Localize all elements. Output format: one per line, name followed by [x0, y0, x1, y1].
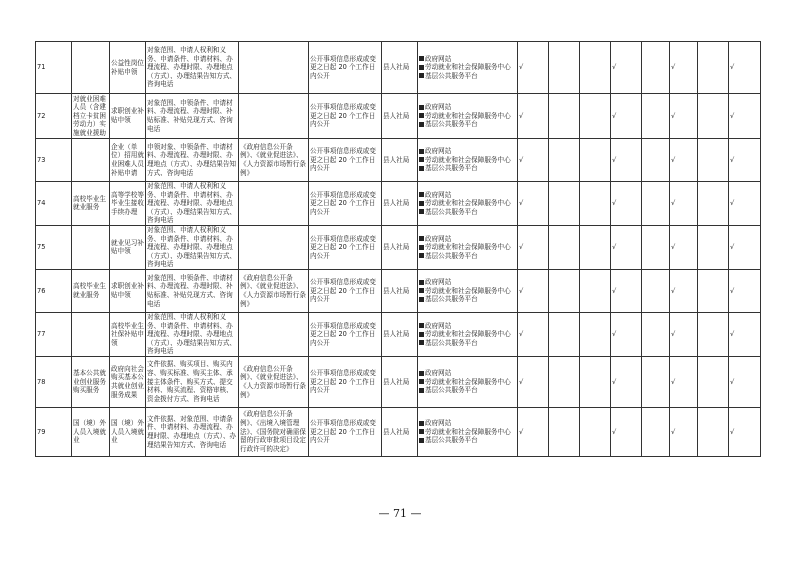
- row-sub-item: 就业见习补贴申领: [110, 225, 146, 269]
- channel-label: 基层公共服务平台: [425, 295, 478, 304]
- row-sub-item: 求职创业补贴申领: [110, 269, 146, 312]
- check-mark: √: [518, 94, 549, 139]
- empty-cell: [698, 356, 729, 407]
- row-number: 74: [36, 182, 72, 226]
- channel-item: [419, 164, 516, 173]
- empty-cell: [698, 42, 729, 94]
- row-time-limit: 公开事项信息形成或变更之日起 20 个工作日内公开: [309, 407, 382, 456]
- row-content: 对象范围、申请人权利和义务、申请条件、申请材料、办理流程、办理时限、办理地点（方式）、办理结果告知方式、咨询电话: [146, 42, 239, 94]
- row-content: 申领对象、申领条件、申请材料、办理流程、办理时限、办理地点（方式）、办理结果告知方式、咨询电话: [146, 139, 239, 182]
- empty-cell: [549, 139, 580, 182]
- channel-item: [419, 156, 516, 165]
- empty-cell: [580, 94, 611, 139]
- channel-item: [419, 103, 516, 112]
- channel-item: [419, 428, 516, 437]
- channel-item: [419, 278, 516, 287]
- channel-item: [419, 243, 516, 252]
- empty-cell: [698, 407, 729, 456]
- empty-cell: [580, 407, 611, 456]
- row-basis: 《政府信息公开条例》、《就业促进法》、《人力资源市场暂行条例》: [239, 356, 309, 407]
- row-basis: [239, 312, 309, 356]
- empty-cell: [580, 139, 611, 182]
- page-number: — 71 —: [378, 507, 422, 520]
- empty-cell: [642, 269, 670, 312]
- table-row: [36, 269, 761, 312]
- black-square-icon: [419, 73, 424, 78]
- black-square-icon: [419, 209, 424, 214]
- row-basis: [239, 42, 309, 94]
- row-sub-item: 高等学校等毕业生接收手续办理: [110, 182, 146, 226]
- check-mark: √: [729, 225, 761, 269]
- row-basis: 《政府信息公开条例》、《就业促进法》、《人力资源市场暂行条例》: [239, 269, 309, 312]
- black-square-icon: [419, 105, 424, 110]
- table-row: [36, 182, 761, 226]
- check-mark: √: [518, 312, 549, 356]
- black-square-icon: [419, 65, 424, 70]
- row-sub-item: 企业（单位）招用就业困难人员补贴申请: [110, 139, 146, 182]
- empty-cell: [642, 94, 670, 139]
- check-mark: √: [670, 42, 698, 94]
- row-basis: [239, 182, 309, 226]
- channel-label: 基层公共服务平台: [425, 120, 478, 129]
- row-number: 73: [36, 139, 72, 182]
- black-square-icon: [419, 236, 424, 241]
- black-square-icon: [419, 297, 424, 302]
- black-square-icon: [419, 192, 424, 197]
- row-sub-item: 高校毕业生社保补贴申领: [110, 312, 146, 356]
- check-mark: √: [518, 182, 549, 226]
- channel-label: 基层公共服务平台: [425, 436, 478, 445]
- row-item: 高校毕业生就业服务: [72, 269, 110, 312]
- row-time-limit: 公开事项信息形成或变更之日起 20 个工作日内公开: [309, 356, 382, 407]
- black-square-icon: [419, 253, 424, 258]
- channel-item: [419, 55, 516, 64]
- black-square-icon: [419, 340, 424, 345]
- black-square-icon: [419, 388, 424, 393]
- check-mark: √: [729, 42, 761, 94]
- channel-item: [419, 295, 516, 304]
- row-content: 对象范围、申领条件、申请材料、办理流程、办理时限、补贴标准、补贴兑现方式、咨询电话: [146, 269, 239, 312]
- channel-label: 基层公共服务平台: [425, 251, 478, 260]
- check-mark: √: [670, 182, 698, 226]
- empty-cell: [642, 42, 670, 94]
- row-basis: 《政府信息公开条例》、《就业促进法》、《人力资源市场暂行条例》: [239, 139, 309, 182]
- row-basis: 《政府信息公开条例》、《出境入境管理法》、《国务院对确需保留的行政审批项目设定行政许可的决定》: [239, 407, 309, 456]
- channel-label: 政府网站: [425, 321, 452, 330]
- channel-label: 劳动就业和社会保障服务中心: [425, 377, 511, 386]
- empty-cell: [698, 312, 729, 356]
- channel-item: [419, 63, 516, 72]
- row-item: 基本公共就业创业服务购买服务: [72, 356, 110, 407]
- row-content: 对象范围、申请人权利和义务、申请条件、申请材料、办理流程、办理时限、办理地点（方式）、办理结果告知方式、咨询电话: [146, 225, 239, 269]
- row-number: 79: [36, 407, 72, 456]
- row-sub-item: 国（境）外人员入境就业: [110, 407, 146, 456]
- empty-cell: [580, 42, 611, 94]
- channel-item: [419, 322, 516, 331]
- black-square-icon: [419, 157, 424, 162]
- row-time-limit: 公开事项信息形成或变更之日起 20 个工作日内公开: [309, 42, 382, 94]
- row-sub-item: 公益性岗位补贴申领: [110, 42, 146, 94]
- row-content: 对象范围、申领条件、申请材料、办理流程、办理时限、补贴标准、补贴兑现方式、咨询电话: [146, 94, 239, 139]
- channel-label: 政府网站: [425, 419, 452, 428]
- black-square-icon: [419, 166, 424, 171]
- channel-item: [419, 120, 516, 129]
- check-mark: √: [729, 356, 761, 407]
- row-item: [72, 139, 110, 182]
- channel-item: [419, 339, 516, 348]
- channel-label: 政府网站: [425, 190, 452, 199]
- channel-item: [419, 191, 516, 200]
- check-mark: √: [611, 356, 642, 407]
- row-time-limit: 公开事项信息形成或变更之日起 20 个工作日内公开: [309, 225, 382, 269]
- row-number: 71: [36, 42, 72, 94]
- channel-item: [419, 112, 516, 121]
- row-channels: [418, 312, 518, 356]
- channel-label: 劳动就业和社会保障服务中心: [425, 427, 511, 436]
- row-sub-item: 政府向社会购买基本公共就业创业服务成果: [110, 356, 146, 407]
- row-basis: [239, 225, 309, 269]
- check-mark: √: [518, 269, 549, 312]
- row-subject: 县人社局: [382, 42, 418, 94]
- row-item: 国（境）外人员入境就业: [72, 407, 110, 456]
- empty-cell: [549, 94, 580, 139]
- empty-cell: [580, 182, 611, 226]
- row-time-limit: 公开事项信息形成或变更之日起 20 个工作日内公开: [309, 182, 382, 226]
- channel-label: 劳动就业和社会保障服务中心: [425, 155, 511, 164]
- empty-cell: [549, 407, 580, 456]
- check-mark: √: [670, 94, 698, 139]
- channel-label: 政府网站: [425, 234, 452, 243]
- black-square-icon: [419, 438, 424, 443]
- row-number: 76: [36, 269, 72, 312]
- empty-cell: [698, 269, 729, 312]
- row-channels: [418, 356, 518, 407]
- row-time-limit: 公开事项信息形成或变更之日起 20 个工作日内公开: [309, 94, 382, 139]
- channel-item: [419, 72, 516, 81]
- check-mark: √: [670, 356, 698, 407]
- row-item: 对就业困难人员（含建档立卡贫困劳动力）实施就业援助: [72, 94, 110, 139]
- channel-item: [419, 378, 516, 387]
- black-square-icon: [419, 288, 424, 293]
- check-mark: √: [729, 182, 761, 226]
- check-mark: √: [611, 225, 642, 269]
- row-item: [72, 312, 110, 356]
- channel-label: 劳动就业和社会保障服务中心: [425, 63, 511, 72]
- row-item: [72, 42, 110, 94]
- row-subject: 县人社局: [382, 182, 418, 226]
- channel-label: 基层公共服务平台: [425, 338, 478, 347]
- empty-cell: [642, 225, 670, 269]
- channel-item: [419, 419, 516, 428]
- check-mark: √: [729, 312, 761, 356]
- row-channels: [418, 139, 518, 182]
- channel-item: [419, 199, 516, 208]
- black-square-icon: [419, 323, 424, 328]
- row-number: 75: [36, 225, 72, 269]
- check-mark: √: [518, 42, 549, 94]
- empty-cell: [698, 139, 729, 182]
- row-sub-item: 求职创业补贴申领: [110, 94, 146, 139]
- check-mark: √: [670, 225, 698, 269]
- table-row: [36, 407, 761, 456]
- channel-label: 基层公共服务平台: [425, 71, 478, 80]
- check-mark: √: [670, 312, 698, 356]
- check-mark: √: [611, 407, 642, 456]
- black-square-icon: [419, 201, 424, 206]
- empty-cell: [642, 356, 670, 407]
- empty-cell: [642, 312, 670, 356]
- row-subject: 县人社局: [382, 139, 418, 182]
- empty-cell: [642, 182, 670, 226]
- channel-item: [419, 208, 516, 217]
- row-time-limit: 公开事项信息形成或变更之日起 20 个工作日内公开: [309, 312, 382, 356]
- empty-cell: [580, 312, 611, 356]
- table-row: [36, 94, 761, 139]
- black-square-icon: [419, 371, 424, 376]
- channel-label: 基层公共服务平台: [425, 207, 478, 216]
- empty-cell: [549, 356, 580, 407]
- channel-item: [419, 287, 516, 296]
- empty-cell: [642, 407, 670, 456]
- channel-item: [419, 235, 516, 244]
- check-mark: √: [611, 139, 642, 182]
- row-subject: 县人社局: [382, 225, 418, 269]
- check-mark: √: [611, 269, 642, 312]
- black-square-icon: [419, 149, 424, 154]
- row-channels: [418, 407, 518, 456]
- check-mark: √: [729, 94, 761, 139]
- row-channels: [418, 94, 518, 139]
- empty-cell: [549, 182, 580, 226]
- table-row: [36, 312, 761, 356]
- black-square-icon: [419, 332, 424, 337]
- channel-item: [419, 436, 516, 445]
- check-mark: √: [518, 407, 549, 456]
- table-row: [36, 356, 761, 407]
- row-content: 文件依据、对象范围、申请条件、申请材料、办理流程、办理时限、办理地点（方式）、办理结果告知方式、咨询电话: [146, 407, 239, 456]
- channel-item: [419, 386, 516, 395]
- check-mark: √: [611, 182, 642, 226]
- channel-label: 劳动就业和社会保障服务中心: [425, 199, 511, 208]
- row-subject: 县人社局: [382, 407, 418, 456]
- black-square-icon: [419, 280, 424, 285]
- row-item: [72, 225, 110, 269]
- row-channels: [418, 269, 518, 312]
- channel-item: [419, 147, 516, 156]
- row-number: 78: [36, 356, 72, 407]
- empty-cell: [698, 225, 729, 269]
- check-mark: √: [611, 42, 642, 94]
- check-mark: √: [729, 139, 761, 182]
- row-subject: 县人社局: [382, 312, 418, 356]
- row-channels: [418, 225, 518, 269]
- row-content: 对象范围、申请人权利和义务、申请条件、申请材料、办理流程、办理时限、办理地点（方式）、办理结果告知方式、咨询电话: [146, 182, 239, 226]
- check-mark: √: [518, 139, 549, 182]
- channel-label: 政府网站: [425, 103, 452, 112]
- check-mark: √: [518, 225, 549, 269]
- black-square-icon: [419, 56, 424, 61]
- black-square-icon: [419, 122, 424, 127]
- channel-label: 政府网站: [425, 278, 452, 287]
- channel-item: [419, 252, 516, 261]
- empty-cell: [580, 269, 611, 312]
- channel-item: [419, 330, 516, 339]
- empty-cell: [549, 269, 580, 312]
- empty-cell: [642, 139, 670, 182]
- empty-cell: [549, 225, 580, 269]
- row-number: 77: [36, 312, 72, 356]
- row-time-limit: 公开事项信息形成或变更之日起 20 个工作日内公开: [309, 139, 382, 182]
- channel-label: 政府网站: [425, 54, 452, 63]
- channel-label: 劳动就业和社会保障服务中心: [425, 286, 511, 295]
- channel-label: 劳动就业和社会保障服务中心: [425, 330, 511, 339]
- empty-cell: [698, 182, 729, 226]
- channel-label: 基层公共服务平台: [425, 386, 478, 395]
- row-time-limit: 公开事项信息形成或变更之日起 20 个工作日内公开: [309, 269, 382, 312]
- check-mark: √: [670, 139, 698, 182]
- channel-label: 政府网站: [425, 147, 452, 156]
- empty-cell: [580, 356, 611, 407]
- row-content: 对象范围、申请人权利和义务、申请条件、申请材料、办理流程、办理时限、办理地点（方式）、办理结果告知方式、咨询电话: [146, 312, 239, 356]
- channel-label: 政府网站: [425, 369, 452, 378]
- table-row: [36, 225, 761, 269]
- check-mark: √: [729, 407, 761, 456]
- empty-cell: [698, 94, 729, 139]
- row-subject: 县人社局: [382, 94, 418, 139]
- check-mark: √: [611, 94, 642, 139]
- table-row: [36, 139, 761, 182]
- row-basis: [239, 94, 309, 139]
- row-subject: 县人社局: [382, 356, 418, 407]
- black-square-icon: [419, 245, 424, 250]
- check-mark: √: [611, 312, 642, 356]
- black-square-icon: [419, 421, 424, 426]
- check-mark: √: [518, 356, 549, 407]
- row-number: 72: [36, 94, 72, 139]
- channel-label: 基层公共服务平台: [425, 164, 478, 173]
- channel-label: 劳动就业和社会保障服务中心: [425, 243, 511, 252]
- row-channels: [418, 42, 518, 94]
- empty-cell: [549, 42, 580, 94]
- empty-cell: [549, 312, 580, 356]
- black-square-icon: [419, 113, 424, 118]
- check-mark: √: [729, 269, 761, 312]
- row-channels: [418, 182, 518, 226]
- disclosure-table: [35, 41, 761, 457]
- row-content: 文件依据、购买项目、购买内容、购买标准、购买主体、承接主体条件、购买方式、提交材料、购买流程、资格审核、资金拨付方式、咨询电话: [146, 356, 239, 407]
- row-subject: 县人社局: [382, 269, 418, 312]
- channel-label: 劳动就业和社会保障服务中心: [425, 111, 511, 120]
- empty-cell: [580, 225, 611, 269]
- black-square-icon: [419, 379, 424, 384]
- check-mark: √: [670, 269, 698, 312]
- check-mark: √: [670, 407, 698, 456]
- row-item: 高校毕业生就业服务: [72, 182, 110, 226]
- channel-item: [419, 369, 516, 378]
- black-square-icon: [419, 429, 424, 434]
- table-row: [36, 42, 761, 94]
